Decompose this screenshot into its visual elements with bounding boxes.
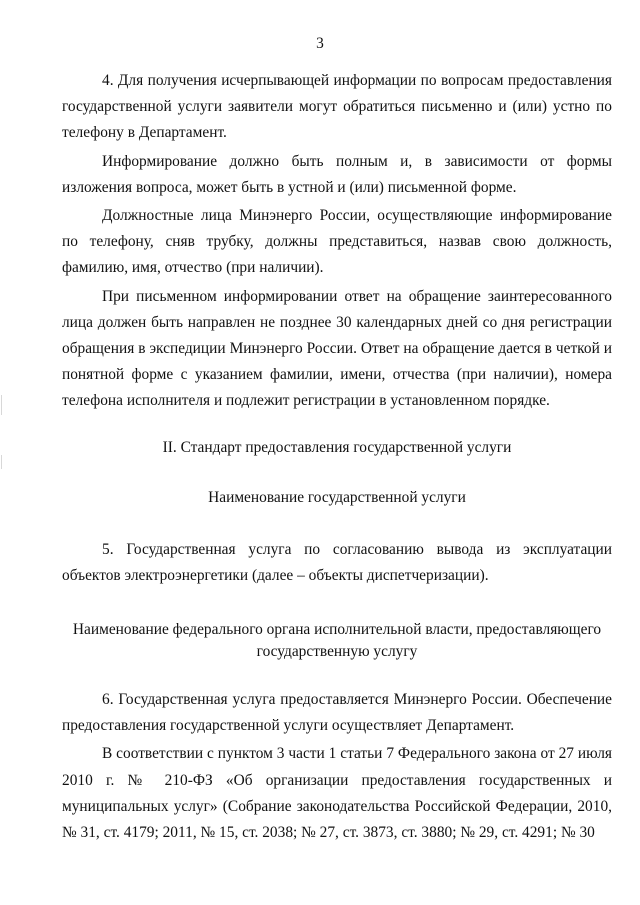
paragraph-5: 5. Государственная услуга по согласованию вывода из эксплуатации объектов электроэнергетики (далее – объекты диспетчеризации). <box>62 540 612 584</box>
paragraph-written-response: При письменном информировании ответ на обращение заинтересованного лица должен быть направлен не позднее 30 календарных дней со дня регистрации обращения в экспедиции Минэнерго России. Ответ на обращение дается в четкой и понятной форме с указанием фамилии, имени, отчества (при наличии), номера телефона исполнителя и подлежит регистрации в установленном порядке. <box>62 287 612 410</box>
paragraph-4: 4. Для получения исчерпывающей информации по вопросам предоставления государственной услуги заявители могут обратиться письменно и (или) устно по телефону в Департамент. <box>62 72 612 142</box>
paragraph-6: 6. Государственная услуга предоставляется Минэнерго России. Обеспечение предоставления государственной услуги осуществляет Департамент. <box>62 691 612 735</box>
scan-margin-mark <box>1 455 2 469</box>
paragraph-informing: Информирование должно быть полным и, в зависимости от формы изложения вопроса, может быть в устной и (или) письменной форме. <box>62 152 612 196</box>
heading-service-name: Наименование государственной услуги <box>208 488 466 506</box>
section-title: II. Стандарт предоставления государственной услуги <box>162 438 512 456</box>
paragraph-officials: Должностные лица Минэнерго России, осуществляющие информирование по телефону, сняв трубку, должны представиться, назвав свою должность, фамилию, имя, отчество (при наличии). <box>62 207 612 277</box>
paragraph-law-reference: В соответствии с пунктом 3 части 1 статьи 7 Федерального закона от 27 июля 2010 г. № 210-ФЗ «Об организации предоставления государственных и муниципальных услуг» (Собрание законодательства Российской Федерации, 2010, № 31, ст. 4179; 2011, № 15, ст. 2038; № 27, ст. 3873, ст. 3880; № 29, ст. 4291; № 30 <box>62 745 612 842</box>
heading-authority: Наименование федерального органа исполнительной власти, предоставляющего государственную услугу <box>72 621 602 661</box>
scan-margin-mark <box>1 395 2 415</box>
document-body <box>62 68 612 846</box>
page-number: 3 <box>316 35 324 52</box>
